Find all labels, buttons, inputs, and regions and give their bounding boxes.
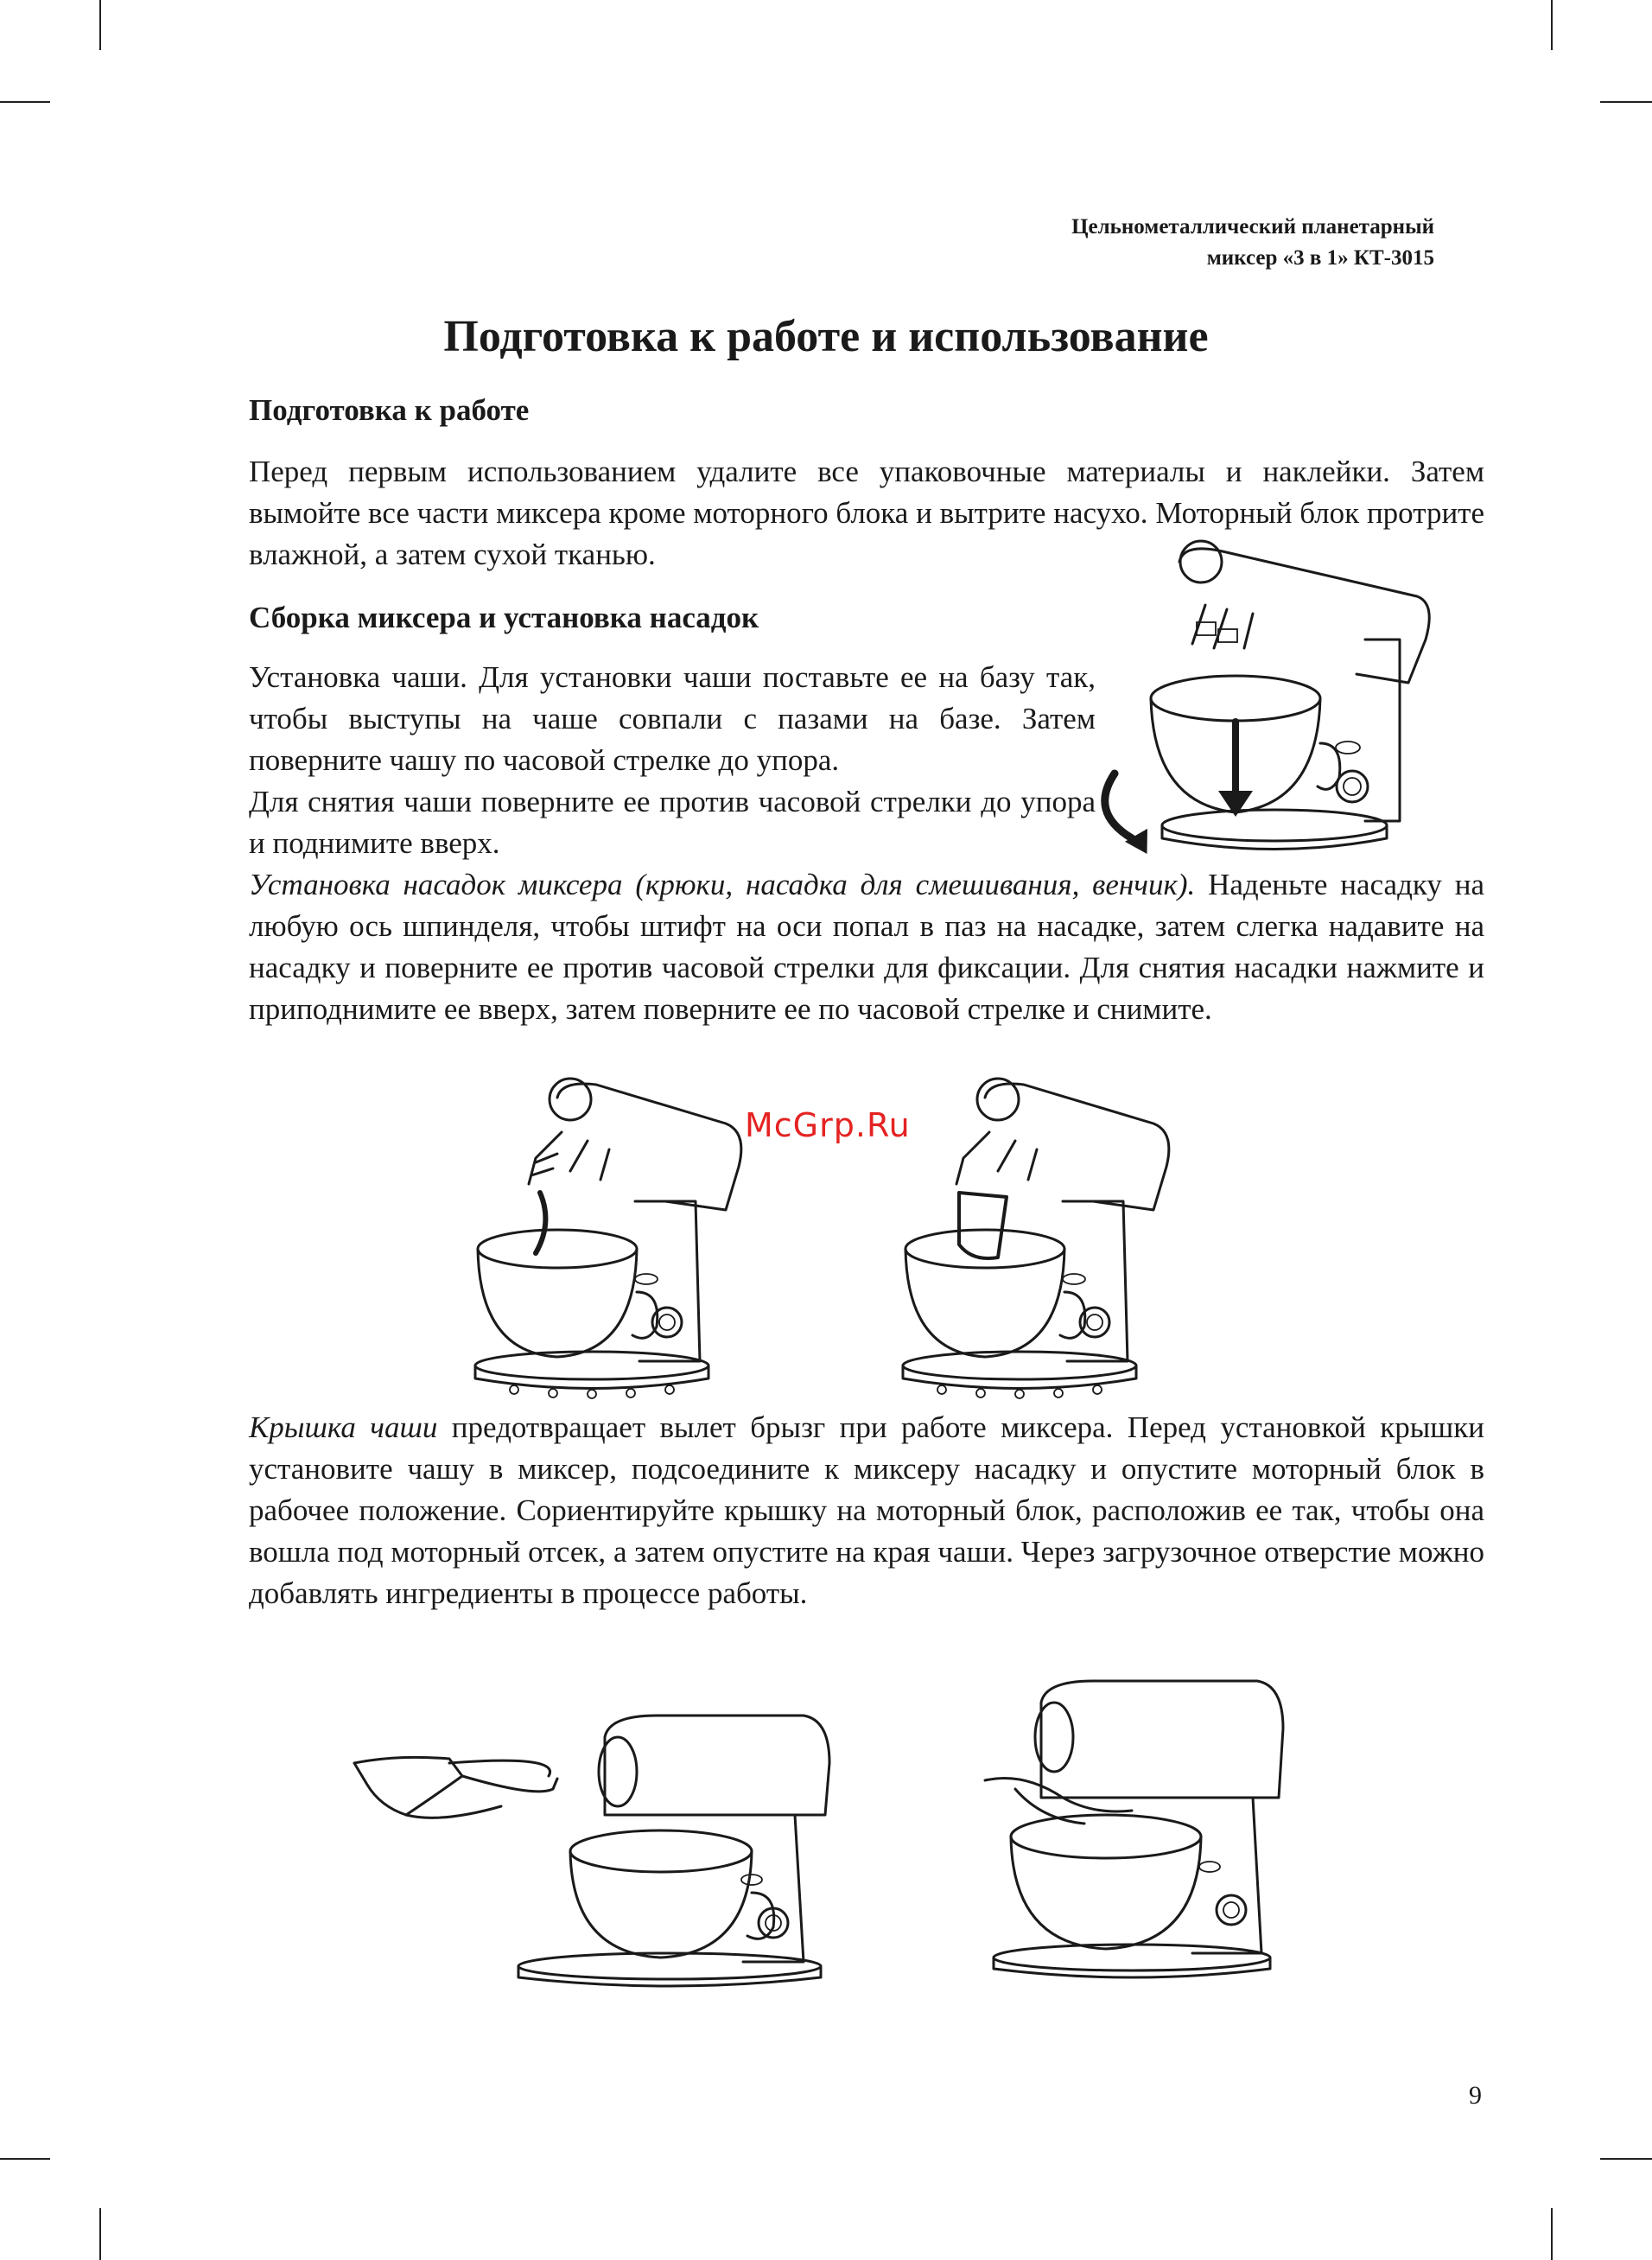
page-title: Подготовка к работе и использование [443, 312, 1209, 361]
paragraph-preparation: Перед первым использованием удалите все упаковочные материалы и наклейки. Затем вымойте все части миксера кроме моторного блока и вытрите насухо. Моторный блок протрите влажной, а затем сухой тканью. [249, 455, 1484, 571]
bowl-lid-installed-illustration [981, 1659, 1292, 1988]
crop-mark [1600, 101, 1652, 103]
attachment-installation-illustration-right [877, 1072, 1179, 1400]
attachments-text: Наденьте насадку на любую ось шпинделя, чтобы штифт на оси попал в паз на насадке, затем слегка надавите на насадку и поверните ее против часовой стрелки для фиксации. Для снятия насадки нажмите и приподнимите ее вверх, затем поверните ее по часовой стрелке и снимите. [249, 868, 1485, 1026]
document-header [1071, 212, 1434, 274]
paragraph-bowl-lid [197, 1407, 1484, 1614]
bowl-lid-separate-illustration [346, 1694, 847, 1988]
header-line-2: миксер «3 в 1» КТ-3015 [1206, 246, 1434, 270]
header-line-1: Цельнометаллический планетарный [1071, 215, 1434, 239]
paragraph-bowl-install: Установка чаши. Для установки чаши поставьте ее на базу так, чтобы выступы на чаше совпали с пазами на базе. Затем поверните чашу по часовой стрелке до упора. [249, 660, 1096, 777]
crop-mark [1600, 2158, 1652, 2160]
attachments-lead: Установка насадок миксера (крюки, насадка для смешивания, венчик). [249, 868, 1196, 901]
page-number: 9 [1469, 2081, 1482, 2110]
bowl-installation-illustration [1080, 536, 1443, 856]
paragraph-attachments [197, 864, 1484, 1030]
bowl-lid-text: предотвращает вылет брызг при работе миксера. Перед установкой крышки установите чашу в миксер, подсоедините к миксеру насадку и опустите моторный блок в рабочее положение. Сориентируйте крышку на моторный блок, расположив ее так, чтобы она вошла под моторный отсек, а затем опустите на края чаши. Через загрузочное отверстие можно добавлять ингредиенты в процессе работы. [249, 1410, 1484, 1610]
crop-mark [99, 2208, 101, 2260]
watermark: McGrp.Ru [745, 1106, 911, 1144]
attachment-installation-illustration-left [449, 1072, 752, 1400]
section-heading-preparation: Подготовка к работе [249, 393, 530, 427]
section-heading-assembly: Сборка миксера и установка насадок [249, 601, 759, 634]
crop-mark [1551, 0, 1553, 50]
paragraph-bowl-remove: Для снятия чаши поверните ее против часовой стрелки до упора и поднимите вверх. [249, 785, 1096, 860]
crop-mark [0, 2158, 50, 2160]
crop-mark [1551, 2208, 1553, 2260]
crop-mark [99, 0, 101, 50]
bowl-lid-lead: Крышка чаши [249, 1410, 438, 1444]
crop-mark [0, 101, 50, 103]
